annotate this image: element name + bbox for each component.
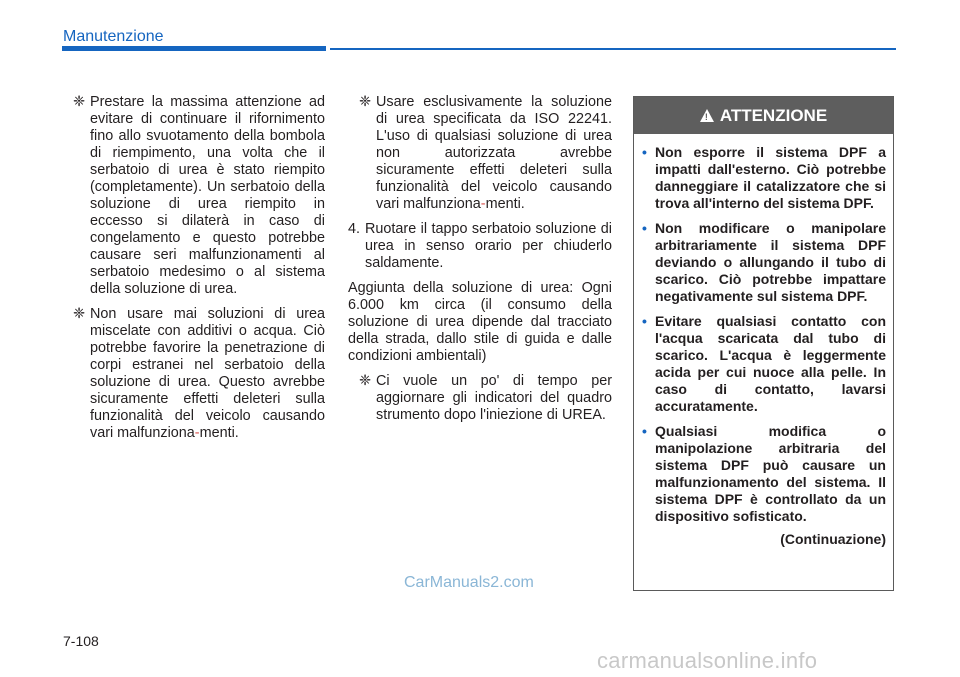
warning-item: • Non modificare o manipolare arbitrariamente il sistema DPF deviando o allungando il tubo di scarico. Ciò potrebbe impattare negativamente sul sistema DPF. <box>642 220 886 304</box>
warning-title: ATTENZIONE <box>719 105 828 125</box>
bullet-text-end: menti. <box>199 425 239 441</box>
hyphen: - <box>480 196 486 212</box>
page-number: 7-108 <box>63 633 99 649</box>
bullet-marker-icon: ❈ <box>359 373 372 389</box>
warning-triangle-icon: ! <box>700 109 714 122</box>
bullet-marker-icon: ❈ <box>73 306 86 322</box>
left-column <box>73 94 325 450</box>
bullet-item <box>73 306 325 442</box>
bullet-text: Usare esclusivamente la soluzione di urea specificata da ISO 22241. L'uso di qualsiasi soluzione di urea non autorizzata avrebbe sicuramente effetti deleteri sulla funzionalità del veicolo causando vari malfunziona <box>376 94 612 212</box>
bullet-item <box>73 94 325 298</box>
bullet-text: Ci vuole un po' di tempo per aggiornare gli indicatori del quadro strumento dopo l'iniezione di UREA. <box>376 373 612 423</box>
footer-watermark: carmanualsonline.info <box>597 648 818 673</box>
bullet-text: Non usare mai soluzioni di urea miscelate con additivi o acqua. Ciò potrebbe favorire la penetrazione di corpi estranei nel serbatoio della soluzione di urea. Questo avrebbe sicuramente effetti deleteri sulla funzionalità del veicolo causando vari malfunziona <box>90 306 325 441</box>
hyphen: - <box>194 425 200 441</box>
bullet-dot-icon: • <box>642 144 647 160</box>
bullet-text: Prestare la massima attenzione ad evitare di continuare il rifornimento fino allo svuotamento della bombola di riempimento, una volta che il serbatoio di urea è stato riempito (completamente). Un serbatoio della soluzione di urea riempito in eccesso si dilaterà in caso di congelamento e questo potrebbe causare seri malfunzionamenti al serbatoio medesimo o al sistema della soluzione di urea. <box>90 94 325 297</box>
warning-box <box>633 96 894 591</box>
warning-item: • Qualsiasi modifica o manipolazione arbitraria del sistema DPF può causare un malfunzionamento del sistema. Il sistema DPF è controllato da un dispositivo sofisticato. <box>642 423 886 524</box>
bullet-dot-icon: • <box>642 220 647 236</box>
warning-header <box>634 97 893 134</box>
step-number: 4. <box>348 221 361 237</box>
bullet-item <box>359 373 612 424</box>
header-rule-thin <box>330 48 896 50</box>
warning-item: • Evitare qualsiasi contatto con l'acqua scaricata dal tubo di scarico. L'acqua è leggermente acida per cui nuoce alla pelle. In caso di contatto, lavarsi accuratamente. <box>642 313 886 414</box>
warning-body <box>634 134 893 548</box>
watermark[interactable]: CarManuals2.com <box>404 574 534 591</box>
warning-item: • Non esporre il sistema DPF a impatti dall'esterno. Ciò potrebbe danneggiare il catalizzatore che si trova all'interno del sistema DPF. <box>642 144 886 211</box>
continued-label: (Continuazione) <box>780 531 886 547</box>
bullet-item <box>359 94 612 213</box>
middle-column <box>348 94 612 432</box>
step-text: Ruotare il tappo serbatoio soluzione di urea in senso orario per chiuderlo saldamente. <box>365 221 612 271</box>
step-item <box>348 221 612 272</box>
section-title: Manutenzione <box>63 28 164 45</box>
bullet-dot-icon: • <box>642 313 647 329</box>
bullet-marker-icon: ❈ <box>359 94 372 110</box>
bullet-dot-icon: • <box>642 423 647 439</box>
paragraph: Aggiunta della soluzione di urea: Ogni 6.000 km circa (il consumo della soluzione di urea dipende dal tracciato della strada, dallo stile di guida e dalle condizioni ambientali) <box>348 280 612 364</box>
header-rule-thick <box>62 46 326 51</box>
bullet-marker-icon: ❈ <box>73 94 86 110</box>
bullet-text-end: menti. <box>485 196 525 212</box>
